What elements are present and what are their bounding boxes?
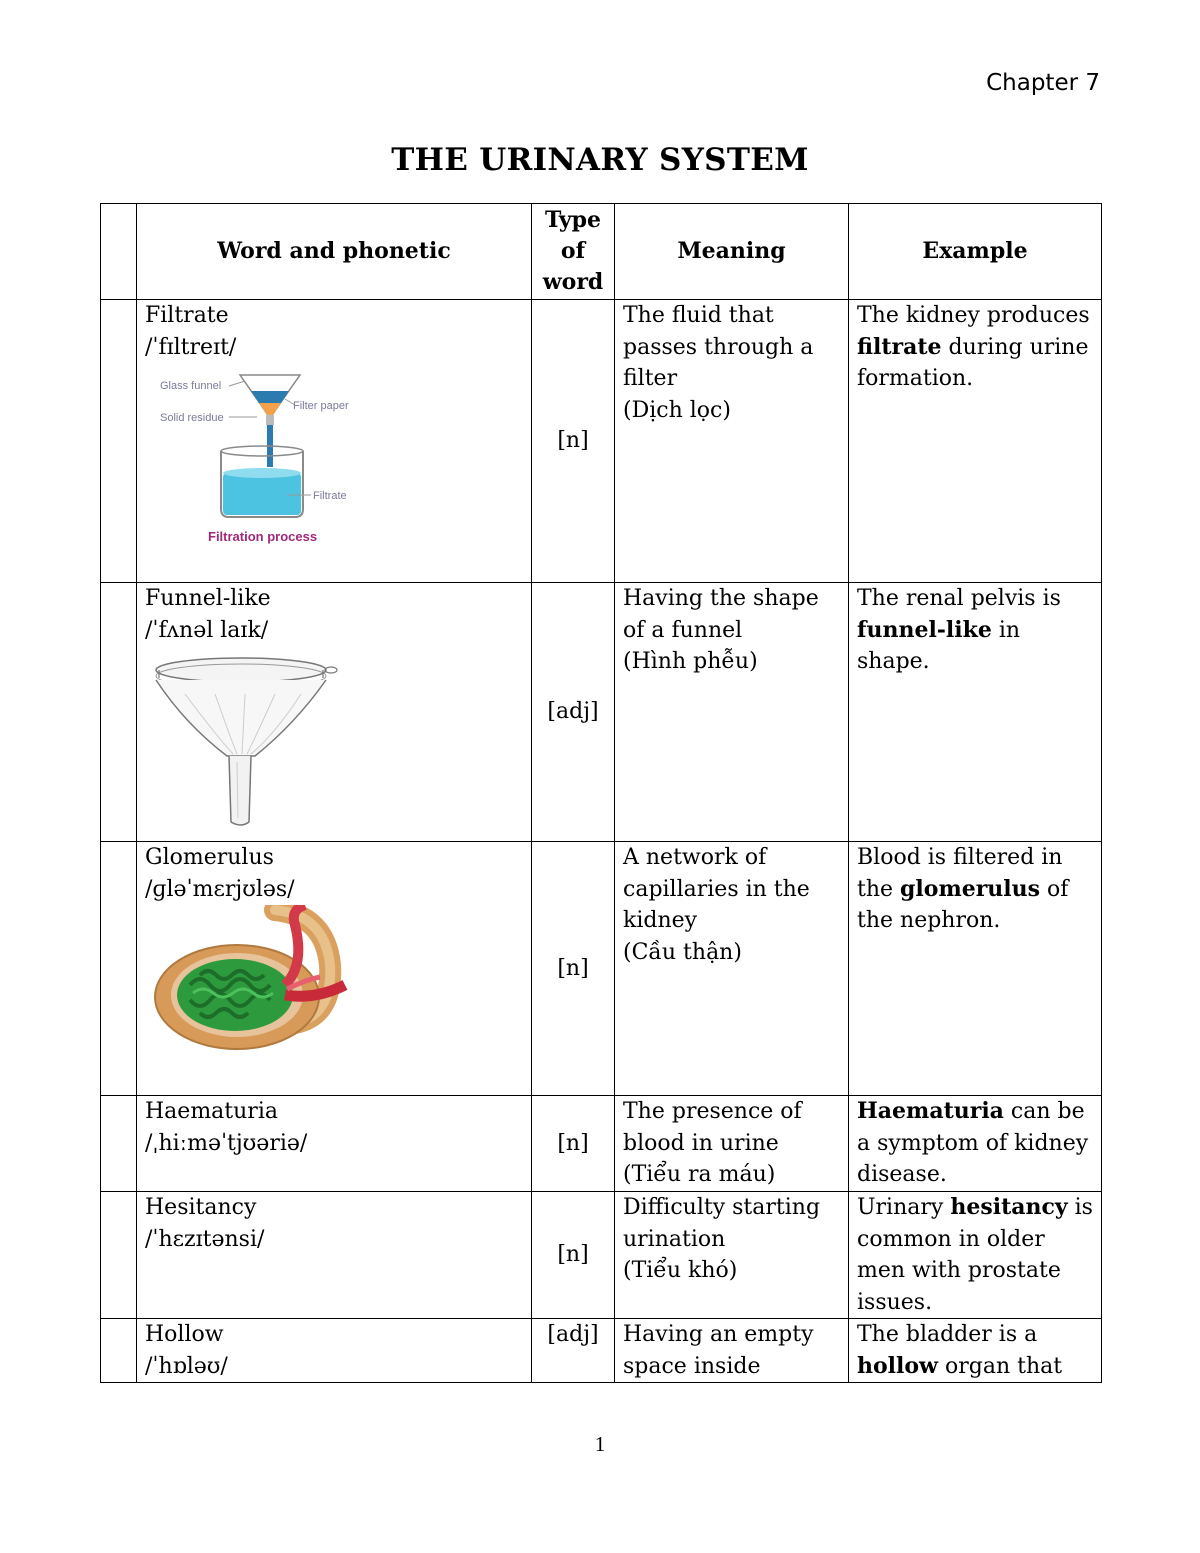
row-number-cell bbox=[101, 842, 137, 1096]
table-row bbox=[101, 1319, 1102, 1383]
meaning-text: The fluid that passes through a filter bbox=[623, 303, 814, 391]
word-cell bbox=[137, 583, 532, 842]
word-cell bbox=[137, 842, 532, 1096]
example-cell bbox=[849, 1096, 1102, 1192]
example-keyword: glomerulus bbox=[900, 875, 1041, 902]
type-cell: [n] bbox=[532, 1192, 615, 1319]
row-number-cell bbox=[101, 1096, 137, 1192]
example-text: The kidney produces bbox=[857, 303, 1090, 328]
example-text: The renal pelvis is bbox=[857, 586, 1061, 611]
term: Filtrate bbox=[145, 303, 229, 328]
example-keyword: filtrate bbox=[857, 333, 942, 360]
row-number-cell bbox=[101, 1192, 137, 1319]
meaning-cell bbox=[615, 1319, 849, 1383]
term: Haematuria bbox=[145, 1099, 278, 1124]
meaning-text: The presence of blood in urine bbox=[623, 1099, 802, 1156]
label-glass-funnel: Glass funnel bbox=[160, 380, 222, 392]
example-text: can be a symptom of kidney disease. bbox=[857, 1099, 1089, 1187]
document-title: THE URINARY SYSTEM bbox=[391, 142, 809, 178]
meaning-header: Meaning bbox=[615, 204, 849, 300]
meaning-cell bbox=[615, 583, 849, 842]
translation-text: (Cầu thận) bbox=[623, 939, 742, 965]
type-cell: [n] bbox=[532, 1096, 615, 1192]
example-text: Blood is filtered in the bbox=[857, 845, 1063, 902]
chapter-label: Chapter 7 bbox=[986, 70, 1100, 96]
table-header-row bbox=[101, 204, 1102, 300]
example-keyword: Haematuria bbox=[857, 1098, 1004, 1124]
page-number: 1 bbox=[594, 1432, 606, 1456]
example-header: Example bbox=[849, 204, 1102, 300]
example-keyword: hollow bbox=[857, 1352, 938, 1379]
translation-text: (Tiểu ra máu) bbox=[623, 1162, 776, 1187]
row-number-header bbox=[101, 204, 137, 300]
term: Funnel-like bbox=[145, 586, 271, 611]
translation-text: (Tiểu khó) bbox=[623, 1258, 738, 1283]
example-cell bbox=[849, 842, 1102, 1096]
example-cell bbox=[849, 1319, 1102, 1383]
table-row bbox=[101, 1192, 1102, 1319]
meaning-cell bbox=[615, 1192, 849, 1319]
meaning-text: Difficulty starting urination bbox=[623, 1195, 821, 1252]
funnel-illustration bbox=[145, 654, 355, 829]
example-text: organ that bbox=[938, 1353, 1063, 1379]
filtration-diagram bbox=[145, 369, 365, 551]
table-row bbox=[101, 583, 1102, 842]
example-text: is common in older men with prostate issues. bbox=[857, 1195, 1093, 1315]
type-cell: [n] bbox=[532, 300, 615, 583]
meaning-text: Having an empty space inside bbox=[623, 1322, 814, 1379]
example-cell bbox=[849, 583, 1102, 842]
phonetic: /ˈfʌnəl laɪk/ bbox=[145, 617, 269, 643]
example-cell bbox=[849, 1192, 1102, 1319]
phonetic: /ˈfɪltreɪt/ bbox=[145, 334, 237, 360]
row-number-cell bbox=[101, 583, 137, 842]
table-row bbox=[101, 842, 1102, 1096]
label-solid-residue: Solid residue bbox=[160, 412, 224, 424]
translation-text: (Hình phễu) bbox=[623, 649, 758, 674]
table-row bbox=[101, 1096, 1102, 1192]
term: Hollow bbox=[145, 1322, 224, 1347]
row-number-cell bbox=[101, 1319, 137, 1383]
phonetic: /ˈhɒləʊ/ bbox=[145, 1353, 228, 1379]
word-header: Word and phonetic bbox=[137, 204, 532, 300]
word-cell bbox=[137, 1319, 532, 1383]
example-keyword: funnel-like bbox=[857, 616, 992, 643]
translation-text: (Dịch lọc) bbox=[623, 397, 731, 423]
type-cell: [adj] bbox=[532, 1319, 615, 1383]
example-text: The bladder is a bbox=[857, 1322, 1038, 1347]
label-filtrate: Filtrate bbox=[313, 490, 347, 502]
type-cell: [adj] bbox=[532, 583, 615, 842]
vocabulary-table bbox=[100, 203, 1102, 1383]
glomerulus-illustration bbox=[145, 905, 355, 1055]
phonetic: /ɡləˈmɛrjʊləs/ bbox=[145, 876, 295, 902]
meaning-text: Having the shape of a funnel bbox=[623, 586, 819, 643]
phonetic: /ˌhiːməˈtjʊəriə/ bbox=[145, 1130, 308, 1156]
meaning-text: A network of capillaries in the kidney bbox=[623, 845, 810, 933]
example-cell bbox=[849, 300, 1102, 583]
example-text: of the nephron. bbox=[857, 876, 1069, 933]
meaning-cell bbox=[615, 1096, 849, 1192]
figure-caption: Filtration process bbox=[208, 529, 318, 544]
word-cell bbox=[137, 300, 532, 583]
term: Hesitancy bbox=[145, 1195, 257, 1220]
meaning-cell bbox=[615, 842, 849, 1096]
example-keyword: hesitancy bbox=[950, 1194, 1068, 1220]
meaning-cell bbox=[615, 300, 849, 583]
word-cell bbox=[137, 1096, 532, 1192]
table-row bbox=[101, 300, 1102, 583]
type-cell: [n] bbox=[532, 842, 615, 1096]
example-text: in shape. bbox=[857, 617, 1021, 674]
row-number-cell bbox=[101, 300, 137, 583]
example-text: during urine formation. bbox=[857, 334, 1089, 391]
term: Glomerulus bbox=[145, 845, 274, 870]
example-text: Urinary bbox=[857, 1195, 951, 1220]
word-cell bbox=[137, 1192, 532, 1319]
label-filter-paper: Filter paper bbox=[293, 400, 349, 412]
phonetic: /ˈhɛzɪtənsi/ bbox=[145, 1226, 265, 1252]
type-header: Type of word bbox=[532, 204, 615, 300]
